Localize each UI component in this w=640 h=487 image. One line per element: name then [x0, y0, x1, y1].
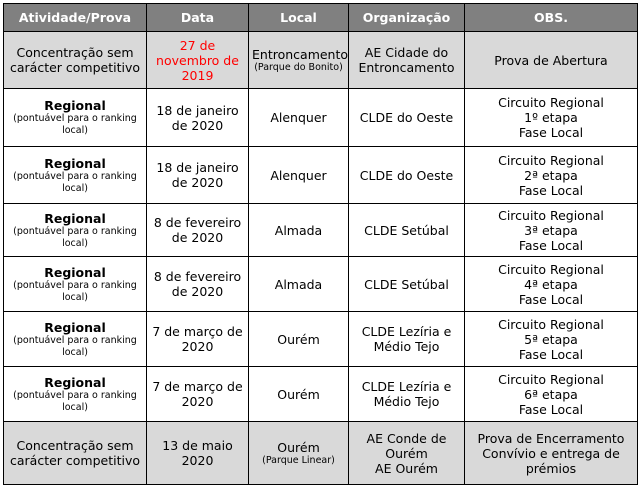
organization-line: CLDE Setúbal	[364, 276, 449, 292]
place-cell	[249, 312, 349, 367]
date-label: 18 de janeiro de 2020	[156, 102, 239, 133]
place-cell	[249, 367, 349, 422]
obs-line: 4ª etapa	[524, 276, 578, 292]
place-cell	[249, 422, 349, 485]
place-label: Ourém	[277, 386, 320, 402]
organization-line: CLDE Lezíria e	[361, 379, 452, 394]
organization-cell	[349, 367, 465, 422]
table-row	[4, 367, 638, 422]
obs-cell	[465, 204, 638, 257]
activity-cell	[4, 257, 147, 312]
obs-cell	[465, 89, 638, 147]
obs-line: Circuito Regional	[498, 207, 604, 223]
place-cell	[249, 204, 349, 257]
activity-note: (pontuável para o ranking local)	[13, 389, 137, 413]
activity-cell	[4, 312, 147, 367]
date-cell	[147, 147, 249, 204]
table-row	[4, 32, 638, 89]
header-row	[4, 4, 638, 32]
activity-note: (pontuável para o ranking local)	[13, 334, 137, 358]
obs-line: prémios	[525, 460, 577, 476]
organization-cell	[349, 204, 465, 257]
obs-line: 2ª etapa	[524, 167, 578, 183]
obs-line: 1º etapa	[524, 110, 578, 125]
date-cell	[147, 89, 249, 147]
header-date: Data	[147, 4, 249, 32]
activity-cell	[4, 204, 147, 257]
date-cell	[147, 422, 249, 485]
place-cell	[249, 89, 349, 147]
place-label: Ourém	[277, 331, 320, 347]
activity-label: Regional	[44, 319, 106, 335]
organization-line: Entroncamento	[358, 60, 455, 75]
place-cell	[249, 147, 349, 204]
obs-line: 5ª etapa	[524, 331, 578, 347]
date-label: 8 de fevereiro de 2020	[153, 269, 242, 299]
place-note: (Parque Linear)	[262, 454, 335, 466]
table-row	[4, 89, 638, 147]
date-cell	[147, 312, 249, 367]
date-label: 27 de novembro de 2019	[156, 37, 239, 83]
activity-label: Regional	[44, 210, 106, 226]
place-label: Almada	[274, 222, 323, 238]
obs-cell	[465, 312, 638, 367]
organization-line: AE Ourém	[375, 460, 438, 476]
place-label: Almada	[274, 276, 323, 292]
activity-label: Regional	[44, 155, 106, 171]
date-label: 7 de março de 2020	[152, 324, 243, 354]
place-label: Alenquer	[270, 167, 327, 183]
organization-line: Médio Tejo	[373, 394, 440, 409]
organization-line: AE Conde de	[366, 430, 447, 446]
place-label: Entroncamento	[252, 46, 349, 62]
obs-cell	[465, 422, 638, 485]
activity-cell	[4, 32, 147, 89]
header-organization: Organização	[349, 4, 465, 32]
organization-cell	[349, 32, 465, 89]
organization-cell	[349, 89, 465, 147]
organization-line: CLDE Lezíria e	[361, 324, 452, 339]
date-label: 7 de março de 2020	[152, 379, 243, 409]
activity-cell	[4, 367, 147, 422]
organization-line: CLDE do Oeste	[359, 167, 454, 183]
header-place: Local	[249, 4, 349, 32]
header-activity: Atividade/Prova	[4, 4, 147, 32]
organization-cell	[349, 422, 465, 485]
obs-line: Fase Local	[518, 182, 584, 198]
organization-line: Médio Tejo	[373, 339, 440, 354]
activity-label: Concentração sem carácter competitivo	[9, 45, 141, 75]
table-row	[4, 422, 638, 485]
activity-cell	[4, 89, 147, 147]
obs-line: 6ª etapa	[524, 386, 578, 402]
obs-line: Circuito Regional	[498, 95, 604, 110]
activity-cell	[4, 147, 147, 204]
obs-cell	[465, 147, 638, 204]
date-cell	[147, 204, 249, 257]
table-row	[4, 312, 638, 367]
header-obs: OBS.	[465, 4, 638, 32]
activity-note: (pontuável para o ranking local)	[13, 170, 137, 194]
activity-note: (pontuável para o ranking local)	[13, 225, 137, 249]
place-cell	[249, 257, 349, 312]
place-cell	[249, 32, 349, 89]
obs-cell	[465, 367, 638, 422]
obs-line: 3ª etapa	[524, 222, 578, 238]
obs-line: Fase Local	[518, 346, 584, 362]
obs-line: Fase Local	[518, 237, 584, 253]
place-note: (Parque do Bonito)	[254, 61, 343, 73]
schedule-body	[4, 32, 638, 485]
obs-line: Fase Local	[518, 125, 584, 140]
place-label: Ourém	[277, 439, 320, 455]
obs-line: Circuito Regional	[498, 371, 604, 387]
obs-line: Circuito Regional	[498, 152, 604, 168]
activity-note: (pontuável para o ranking local)	[13, 113, 137, 136]
obs-line: Circuito Regional	[498, 316, 604, 332]
activity-note: (pontuável para o ranking local)	[13, 279, 137, 303]
organization-line: CLDE Setúbal	[364, 222, 449, 238]
organization-line: Ourém	[385, 445, 428, 461]
organization-line: CLDE do Oeste	[359, 110, 454, 125]
place-label: Alenquer	[270, 110, 327, 125]
obs-line: Prova de Abertura	[494, 52, 608, 68]
obs-cell	[465, 257, 638, 312]
obs-cell	[465, 32, 638, 89]
activity-label: Regional	[44, 98, 106, 113]
obs-line: Fase Local	[518, 401, 584, 417]
schedule-table	[3, 3, 638, 485]
activity-cell	[4, 422, 147, 485]
date-cell	[147, 257, 249, 312]
table-row	[4, 204, 638, 257]
organization-cell	[349, 147, 465, 204]
obs-line: Convívio e entrega de	[482, 445, 620, 461]
table-row	[4, 257, 638, 312]
activity-label: Regional	[44, 374, 106, 390]
date-cell	[147, 32, 249, 89]
activity-label: Regional	[44, 264, 106, 280]
organization-cell	[349, 257, 465, 312]
obs-line: Fase Local	[518, 291, 584, 307]
date-cell	[147, 367, 249, 422]
date-label: 8 de fevereiro de 2020	[153, 215, 242, 245]
activity-label: Concentração sem carácter competitivo	[9, 438, 141, 468]
organization-cell	[349, 312, 465, 367]
obs-line: Circuito Regional	[498, 261, 604, 277]
organization-line: AE Cidade do	[364, 45, 449, 60]
date-label: 18 de janeiro de 2020	[156, 160, 239, 190]
obs-line: Prova de Encerramento	[477, 430, 625, 446]
date-label: 13 de maio 2020	[162, 438, 233, 468]
table-row	[4, 147, 638, 204]
